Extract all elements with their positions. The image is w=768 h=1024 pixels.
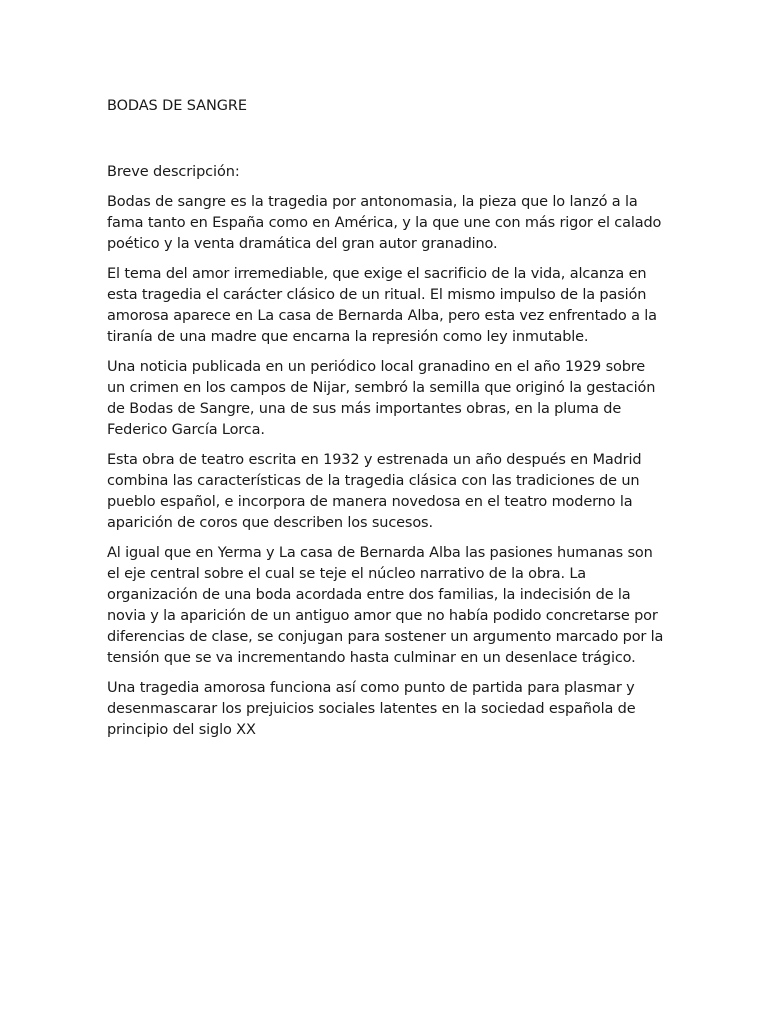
document-page (107, 96, 667, 741)
paragraph-3: Una noticia publicada en un periódico local granadino en el año 1929 sobre un crimen en los campos de Nijar, sembró la semilla que originó la gestación de Bodas de Sangre, una de sus más importantes obras, en la pluma de Federico García Lorca. (107, 359, 656, 438)
document-title: BODAS DE SANGRE (107, 98, 247, 114)
section-heading: Breve descripción: (107, 164, 240, 180)
paragraph-5: Al igual que en Yerma y La casa de Bernarda Alba las pasiones humanas son el eje central sobre el cual se teje el núcleo narrativo de la obra. La organización de una boda acordada entre dos familias, la indecisión de la novia y la aparición de un antiguo amor que no había podido concretarse por diferencias de clase, se conjugan para sostener un argumento marcado por la tensión que se va incrementando hasta culminar en un desenlace trágico. (107, 545, 664, 666)
paragraph-4: Esta obra de teatro escrita en 1932 y estrenada un año después en Madrid combina las características de la tragedia clásica con las tradiciones de un pueblo español, e incorpora de manera novedosa en el teatro moderno la aparición de coros que describen los sucesos. (107, 452, 642, 531)
paragraph-6: Una tragedia amorosa funciona así como punto de partida para plasmar y desenmascarar los prejuicios sociales latentes en la sociedad española de principio del siglo XX (107, 680, 636, 738)
paragraph-2: El tema del amor irremediable, que exige el sacrificio de la vida, alcanza en esta tragedia el carácter clásico de un ritual. El mismo impulso de la pasión amorosa aparece en La casa de Bernarda Alba, pero esta vez enfrentado a la tiranía de una madre que encarna la represión como ley inmutable. (107, 266, 657, 345)
paragraph-1: Bodas de sangre es la tragedia por antonomasia, la pieza que lo lanzó a la fama tanto en España como en América, y la que une con más rigor el calado poético y la venta dramática del gran autor granadino. (107, 194, 662, 252)
